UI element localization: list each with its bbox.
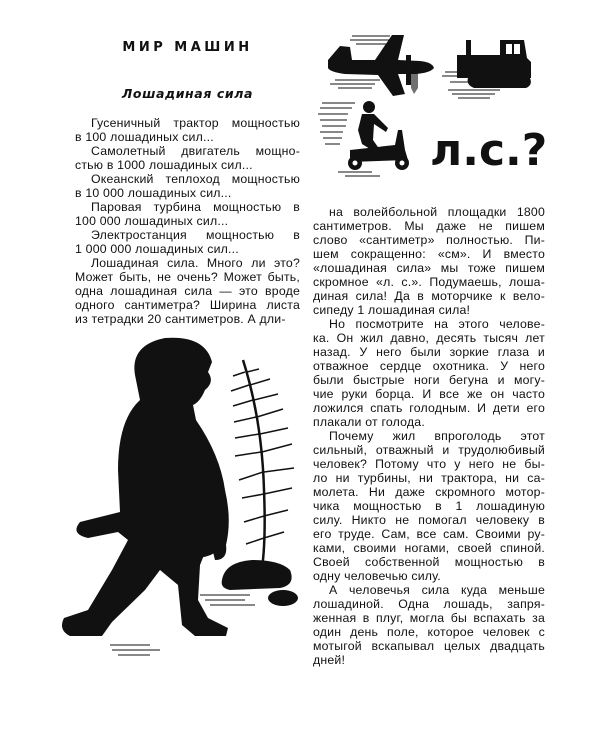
fern-plant [231, 360, 294, 568]
article-title: Лошадиная сила [121, 86, 254, 101]
text-line: 1 000 000 лошадиных сил... [75, 242, 239, 256]
rocks [222, 560, 298, 606]
text-line: Гусеничный трактор мощностью [91, 116, 300, 130]
text-line: мотыгой вскапывал целых двадцать [313, 639, 545, 653]
text-line: сильный, отважный и трудолюбивый [313, 443, 545, 457]
text-line: Лошадиная сила. Много ли это? [91, 256, 300, 270]
text-line: скромное «л. с.». Подумаешь, лоша- [313, 275, 545, 289]
text-line: женная в плуг, могла бы вспахать за [313, 611, 545, 625]
text-line: Океанский теплоход мощностью [91, 172, 300, 186]
text-line: в 10 000 лошадиных сил... [75, 186, 232, 200]
tractor-illustration [442, 40, 531, 98]
text-line: Своей собственной мощностью в [313, 555, 545, 569]
text-line: шем сокращенно: «см». И вместо [313, 247, 545, 261]
text-line: ками, своими ногами, своей спиной. [313, 541, 545, 555]
text-line: ложился спать голодным. И дети его [313, 401, 545, 415]
text-line: в 100 лошадиных сил... [75, 130, 214, 144]
text-line: Паровая турбина мощностью в [91, 200, 300, 214]
text-line: Почему жил впроголодь этот [329, 429, 545, 443]
text-line: диная сила! Да в моторчике к вело- [313, 289, 545, 303]
text-line: «лошадиная сила» мы тоже пишем [313, 261, 545, 275]
text-line: молета. Ни даже скромного мотор- [313, 485, 545, 499]
text-line: отважное сердце охотника. У него [313, 359, 545, 373]
caveman-silhouette [62, 338, 255, 655]
text-line: лошадиной. Одна лошадь, запря- [313, 597, 545, 611]
text-line: его труде. Сам, все сам. Своими ру- [313, 527, 545, 541]
text-line: один день поле, которое человек с [313, 625, 545, 639]
airplane-illustration [328, 35, 434, 96]
text-line: ка. Он жил давно, десять тысяч лет [313, 331, 545, 345]
text-line: Самолетный двигатель мощно- [91, 144, 300, 158]
text-line: дней! [313, 653, 346, 667]
text-line: силу. Никто не помогал человеку в [313, 513, 545, 527]
text-line: А человечья сила куда меньше [329, 583, 545, 597]
text-line: ло ни турбины, ни трактора, ни са- [313, 471, 545, 485]
text-line: сипеду 1 лошадиная сила! [313, 303, 471, 317]
text-line: из тетрадки 20 сантиметров. А дли- [75, 312, 286, 326]
text-line: слово «сантиметр» полностью. Пи- [313, 233, 545, 247]
text-line: одна лошадиная сила — это вроде [75, 284, 300, 298]
text-line: Но посмотрите на этого челове- [329, 317, 545, 331]
right-text-column [313, 205, 545, 667]
text-line: одну человечью силу. [313, 569, 441, 583]
text-line: стью в 1000 лошадиных сил... [75, 158, 253, 172]
speed-lines [330, 36, 392, 88]
text-line: человек? Потому что у него не бы- [313, 457, 545, 471]
scooter-rider-illustration [318, 101, 409, 176]
text-line: сантиметров. Мы даже не пишем [313, 219, 545, 233]
text-line: чие руки борца. И все же он часто [313, 387, 545, 401]
text-line: чика мощностью в 1 лошадиную [313, 499, 545, 513]
text-line: назад. У него были зоркие глаза и [313, 345, 545, 359]
hp-lettering-text: л.с.? [430, 125, 548, 176]
text-line: 100 000 лошадиных сил... [75, 214, 229, 228]
hp-question-lettering [430, 125, 547, 176]
text-line: на волейбольной площадки 1800 [329, 205, 545, 219]
text-line: плакали от голода. [313, 415, 425, 429]
left-text-column [75, 116, 300, 326]
text-line: Электростанция мощностью в [91, 228, 300, 242]
text-line: были быстрые ноги бегуна и могу- [313, 373, 545, 387]
text-line: одного сантиметра? Ширина листа [75, 298, 300, 312]
section-title: МИР МАШИН [122, 40, 253, 55]
text-line: Может быть, не очень? Может быть, [75, 270, 300, 284]
